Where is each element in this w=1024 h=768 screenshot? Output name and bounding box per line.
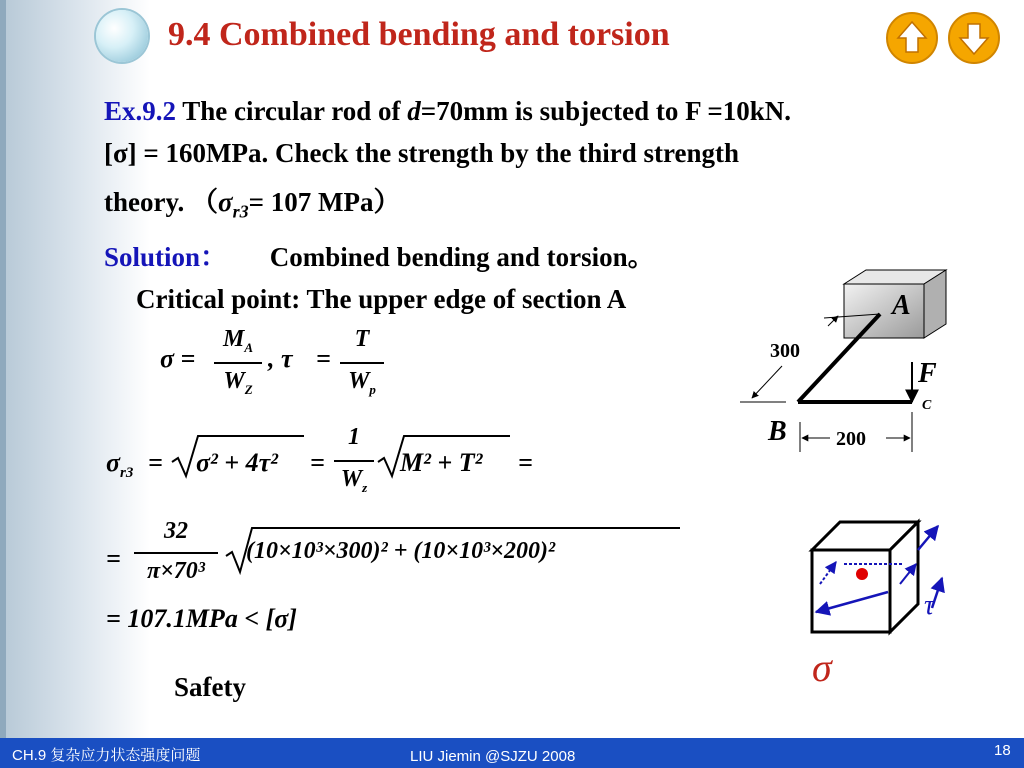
f1-den2-w: W (348, 368, 370, 394)
down-arrow-icon (950, 14, 998, 62)
f2-num: 1 (348, 424, 360, 450)
sigma-r3-sub: r3 (232, 201, 249, 222)
problem-line-3 (104, 180, 400, 222)
f1-den-wp (338, 368, 386, 398)
f1-num-m: M (222, 326, 245, 352)
left-edge-stripe (0, 0, 6, 740)
f1-tau-sep: , τ (268, 344, 293, 373)
f1-fraction-bar-2 (340, 362, 384, 364)
f1-denominator (212, 368, 264, 398)
f2-root2-content: M² + T² (400, 448, 483, 477)
problem-text-post: =70mm is subjected to F =10kN. (420, 96, 792, 126)
dim-200-label: 200 (836, 428, 866, 450)
problem-line3-pre: theory. （ (104, 187, 218, 217)
conclusion-safety: Safety (174, 672, 246, 702)
f1-den-sub: Z (244, 381, 253, 397)
f2-sigma: σ (106, 448, 121, 477)
f4-result: = 107.1MPa < [σ] (106, 604, 297, 633)
f2-den-w: W (340, 466, 363, 492)
f2-root1-content: σ² + 4τ² (196, 448, 278, 477)
critical-point-text: Critical point: The upper edge of section A (136, 284, 627, 314)
solution-text: Combined bending and torsion。 (269, 242, 655, 272)
f3-fraction-bar (134, 552, 218, 554)
f2-lhs (106, 448, 133, 482)
sigma-r3-symbol: σ (218, 187, 233, 217)
f1-numerator (212, 326, 264, 356)
rod-ab (798, 314, 880, 402)
f3-eq: = (106, 544, 121, 573)
dim-300-label: 300 (770, 340, 800, 362)
f2-fraction-bar (334, 460, 374, 462)
tau-arrow-outer (918, 526, 938, 550)
solution-label: Solution： (104, 242, 228, 272)
problem-text-pre: The circular rod of (182, 96, 408, 126)
f2-den-sub: z (362, 479, 368, 495)
f3-root-content: (10×10³×300)² + (10×10³×200)² (246, 538, 556, 564)
f2-den (334, 466, 374, 496)
f2-eq2: = (310, 448, 325, 477)
f1-eq2: = (316, 344, 331, 373)
problem-line-2: [σ] = 160MPa. Check the strength by the third strength (104, 138, 740, 168)
dim-300-arrow-bottom (752, 366, 782, 398)
cube-front-face (812, 550, 890, 632)
next-slide-button[interactable] (948, 12, 1000, 64)
label-f: F (918, 358, 937, 389)
f3-den: π×70³ (147, 558, 205, 584)
footer-bar (0, 738, 1024, 768)
f2-eq1: = (148, 448, 163, 477)
example-label: Ex.9.2 (104, 96, 177, 126)
up-arrow-icon (888, 14, 936, 62)
f1-den2-sub: p (369, 381, 376, 397)
solution-line (104, 235, 655, 274)
stress-element-cube (796, 512, 956, 642)
problem-var-d: d (407, 96, 421, 126)
f1-num-t: T (354, 326, 370, 352)
footer-page-number: 18 (994, 742, 1011, 759)
sigma-label: σ (812, 645, 832, 690)
tau-label: τ (924, 590, 935, 621)
footer-chapter: CH.9 复杂应力状态强度问题 (12, 747, 201, 764)
f1-sigma-eq: σ = (160, 344, 196, 373)
problem-line3-post: = 107 MPa） (248, 187, 401, 217)
problem-line-1 (104, 96, 791, 127)
f1-den-w: W (223, 368, 245, 394)
f2-sub: r3 (120, 465, 134, 482)
footer-author: LIU Jiemin @SJZU 2008 (410, 748, 576, 765)
label-a: A (892, 290, 911, 321)
slide-title: 9.4 Combined bending and torsion (168, 16, 670, 53)
label-b: B (768, 416, 787, 447)
label-c: C (922, 398, 932, 413)
f3-num: 32 (164, 518, 188, 544)
f1-num-sub: A (244, 339, 253, 355)
decorative-orb (96, 10, 148, 62)
previous-slide-button[interactable] (886, 12, 938, 64)
critical-point-dot (856, 568, 868, 580)
f1-fraction-bar-1 (214, 362, 262, 364)
f2-eq3: = (518, 448, 533, 477)
